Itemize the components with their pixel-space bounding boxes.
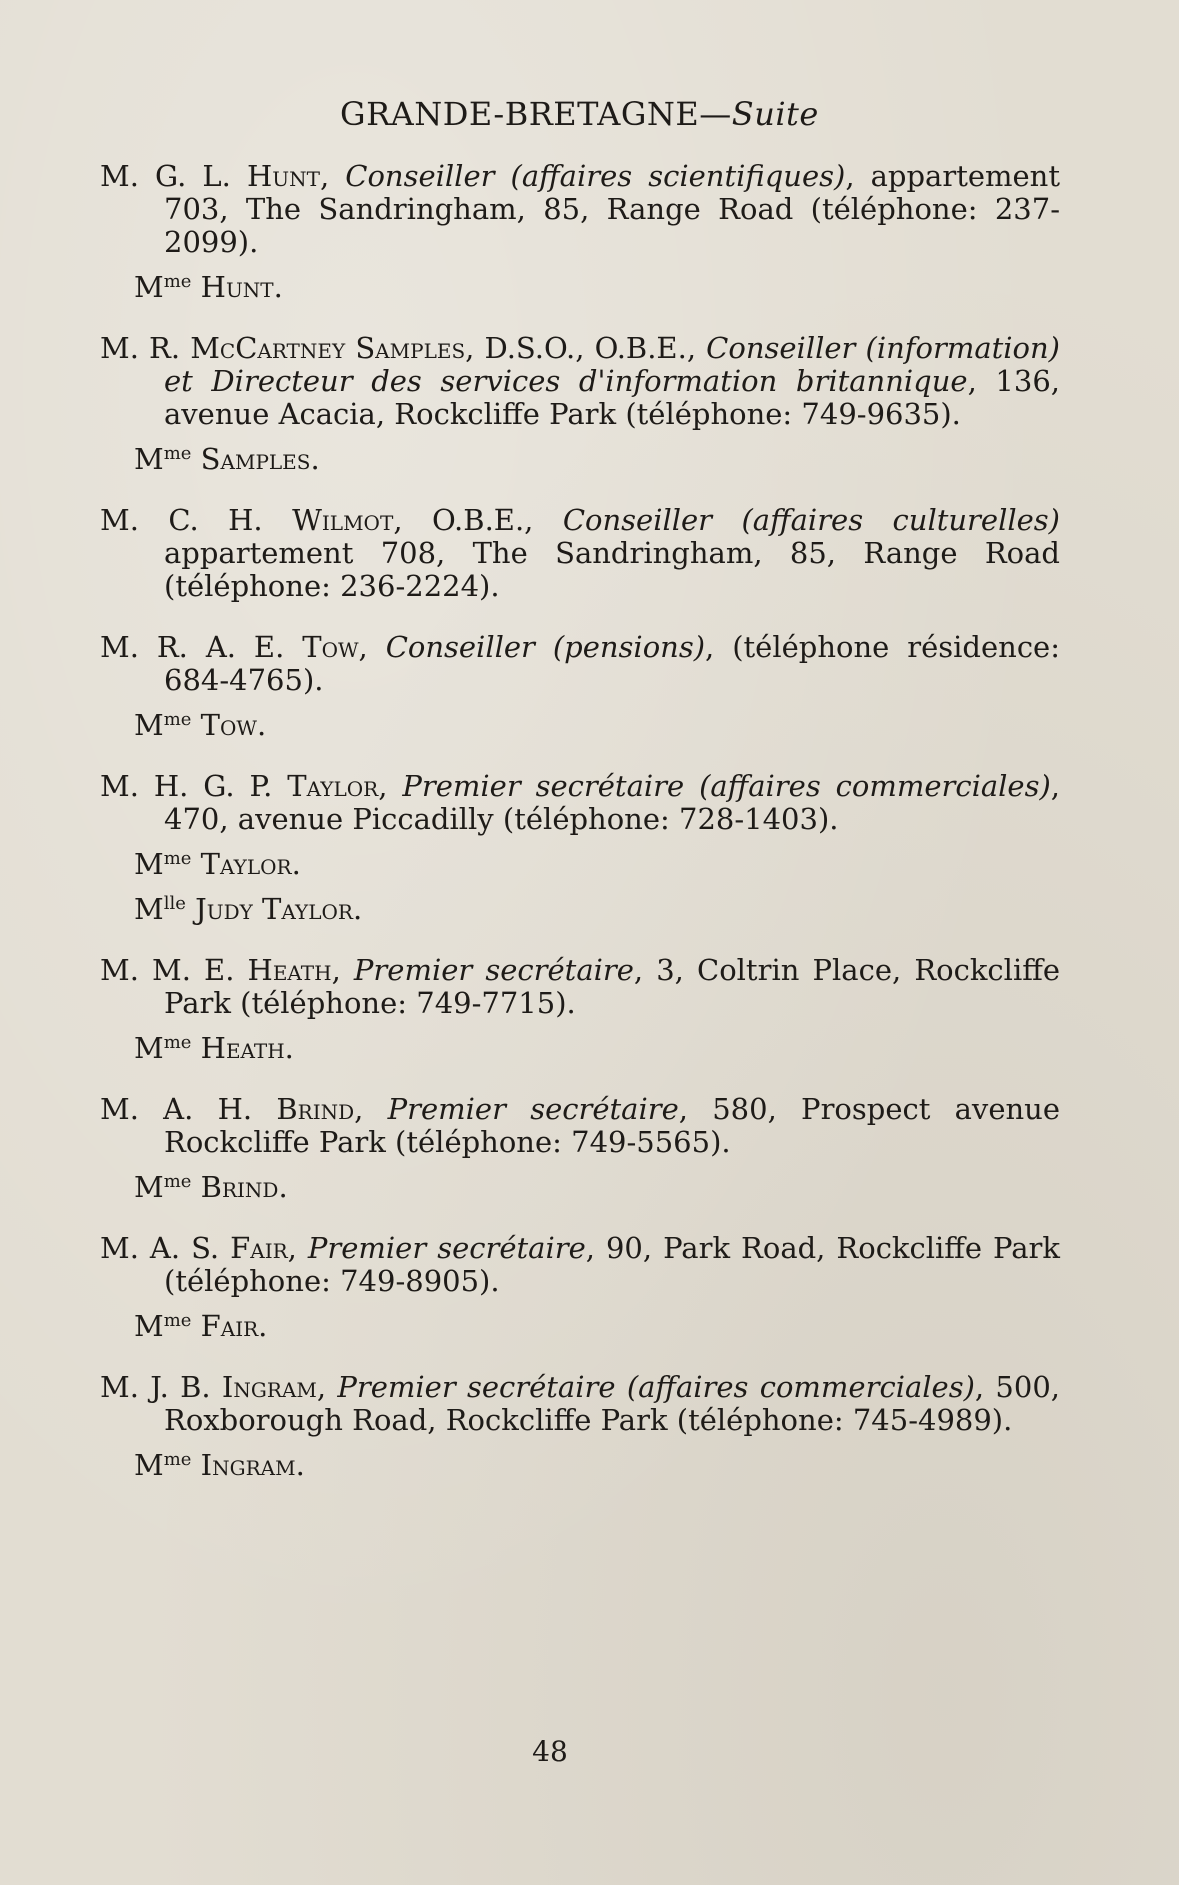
spouse-name: Brind.: [191, 1170, 288, 1204]
entry-separator: ,: [287, 1231, 308, 1265]
directory-entry: [100, 770, 1060, 926]
spouse-line: [100, 1032, 1060, 1065]
entry-separator: ,: [354, 1092, 388, 1126]
entry-title: M. R. A. E.: [100, 630, 303, 664]
entry-role: Conseiller (affaires scientifiques): [345, 159, 846, 193]
entry-role: Premier secrétaire: [387, 1092, 679, 1126]
entry-title: M. A. S.: [100, 1231, 231, 1265]
entry-separator: , O.B.E.,: [393, 503, 563, 537]
directory-entry: [100, 1093, 1060, 1204]
entry-separator: , D.S.O., O.B.E.,: [465, 331, 707, 365]
entry-title: M. J. B.: [100, 1370, 222, 1404]
entry-main-line: [100, 160, 1060, 259]
spouse-name: Judy Taylor.: [185, 892, 363, 926]
page-header: [340, 95, 819, 133]
entry-name: Heath: [247, 953, 332, 987]
entry-title: M. H. G. P.: [100, 769, 288, 803]
entry-main-line: [100, 332, 1060, 431]
spouse-line: [100, 848, 1060, 881]
entry-separator: ,: [331, 953, 354, 987]
entry-main-line: [100, 631, 1060, 697]
entry-details: , 3, Coltrin Place, Rockcliffe Park (téléphone: 749-7715).: [164, 953, 1060, 1020]
spouse-prefix-superscript: me: [163, 271, 192, 292]
spouse-line: [100, 271, 1060, 304]
spouse-prefix-superscript: me: [163, 709, 192, 730]
spouse-name: Tow.: [191, 708, 267, 742]
spouse-prefix-superscript: me: [163, 443, 192, 464]
spouse-prefix: M: [134, 442, 164, 476]
header-title: GRANDE-BRETAGNE—: [340, 95, 732, 133]
spouse-name: Samples.: [191, 442, 320, 476]
spouse-name: Fair.: [191, 1309, 268, 1343]
entry-details: , 90, Park Road, Rockcliffe Park (téléphone: 749-8905).: [164, 1231, 1060, 1298]
entry-separator: ,: [358, 630, 386, 664]
entry-separator: ,: [319, 159, 346, 193]
entry-separator: ,: [316, 1370, 338, 1404]
spouse-prefix: M: [134, 1448, 164, 1482]
entry-separator: ,: [378, 769, 403, 803]
spouse-name: Heath.: [191, 1031, 294, 1065]
spouse-name: Taylor.: [191, 847, 301, 881]
entry-name: McCartney Samples: [190, 331, 466, 365]
entry-name: Ingram: [221, 1370, 317, 1404]
header-suite: Suite: [731, 95, 819, 133]
spouse-line: [100, 1171, 1060, 1204]
entry-details: , 470, avenue Piccadilly (téléphone: 728-1403).: [164, 769, 1061, 836]
entry-main-line: [100, 1093, 1060, 1159]
spouse-line: [100, 709, 1060, 742]
spouse-prefix: M: [134, 1309, 164, 1343]
entry-main-line: [100, 504, 1060, 603]
directory-entry: [100, 631, 1060, 742]
entry-name: Tow: [302, 630, 359, 664]
entry-details: appartement 708, The Sandringham, 85, Range Road (téléphone: 236-2224).: [164, 536, 1060, 603]
entry-title: M. A. H.: [100, 1092, 277, 1126]
spouse-line: [100, 1449, 1060, 1482]
entry-role: Conseiller (information) et Directeur des services d'information britannique: [164, 331, 1061, 398]
entry-role: Conseiller (affaires culturelles): [562, 503, 1060, 537]
entry-details: , 580, Prospect avenue Rockcliffe Park (téléphone: 749-5565).: [164, 1092, 1060, 1159]
entry-name: Wilmot: [292, 503, 394, 537]
page-number: 48: [532, 1735, 568, 1768]
spouse-prefix-superscript: lle: [163, 893, 186, 914]
entry-main-line: [100, 1232, 1060, 1298]
entry-role: Premier secrétaire (affaires commerciales): [402, 769, 1051, 803]
entry-main-line: [100, 1371, 1060, 1437]
entry-name: Brind: [276, 1092, 355, 1126]
entry-name: Fair: [230, 1231, 288, 1265]
entry-title: M. R.: [100, 331, 191, 365]
spouse-prefix-superscript: me: [163, 1032, 192, 1053]
directory-entry: [100, 954, 1060, 1065]
spouse-prefix-superscript: me: [163, 1171, 192, 1192]
entry-name: Taylor: [287, 769, 379, 803]
spouse-prefix: M: [134, 270, 164, 304]
directory-entry: [100, 1232, 1060, 1343]
spouse-line: [100, 893, 1060, 926]
spouse-name: Hunt.: [191, 270, 283, 304]
entry-details: , (téléphone résidence: 684-4765).: [164, 630, 1060, 697]
spouse-prefix-superscript: me: [163, 848, 192, 869]
entry-details: , appartement 703, The Sandringham, 85, Range Road (téléphone: 237-2099).: [164, 159, 1061, 259]
spouse-line: [100, 443, 1060, 476]
entry-details: , 136, avenue Acacia, Rockcliffe Park (téléphone: 749-9635).: [164, 364, 1060, 431]
spouse-name: Ingram.: [191, 1448, 305, 1482]
entry-title: M. G. L.: [100, 159, 247, 193]
spouse-prefix: M: [134, 847, 164, 881]
entry-name: Hunt: [246, 159, 320, 193]
spouse-prefix: M: [134, 892, 164, 926]
entry-title: M. M. E.: [100, 953, 248, 987]
spouse-line: [100, 1310, 1060, 1343]
entry-main-line: [100, 954, 1060, 1020]
entry-role: Conseiller (pensions): [385, 630, 706, 664]
spouse-prefix-superscript: me: [163, 1310, 192, 1331]
entry-role: Premier secrétaire: [353, 953, 634, 987]
spouse-prefix: M: [134, 1170, 164, 1204]
directory-entry: [100, 160, 1060, 304]
entry-details: , 500, Roxborough Road, Rockcliffe Park (téléphone: 745-4989).: [164, 1370, 1060, 1437]
entry-main-line: [100, 770, 1060, 836]
directory-entry: [100, 332, 1060, 476]
directory-entries: [100, 160, 1060, 1510]
spouse-prefix: M: [134, 1031, 164, 1065]
entry-role: Premier secrétaire (affaires commerciales): [337, 1370, 975, 1404]
entry-title: M. C. H.: [100, 503, 293, 537]
directory-entry: [100, 1371, 1060, 1482]
spouse-prefix-superscript: me: [163, 1449, 192, 1470]
directory-entry: [100, 504, 1060, 603]
entry-role: Premier secrétaire: [307, 1231, 586, 1265]
spouse-prefix: M: [134, 708, 164, 742]
